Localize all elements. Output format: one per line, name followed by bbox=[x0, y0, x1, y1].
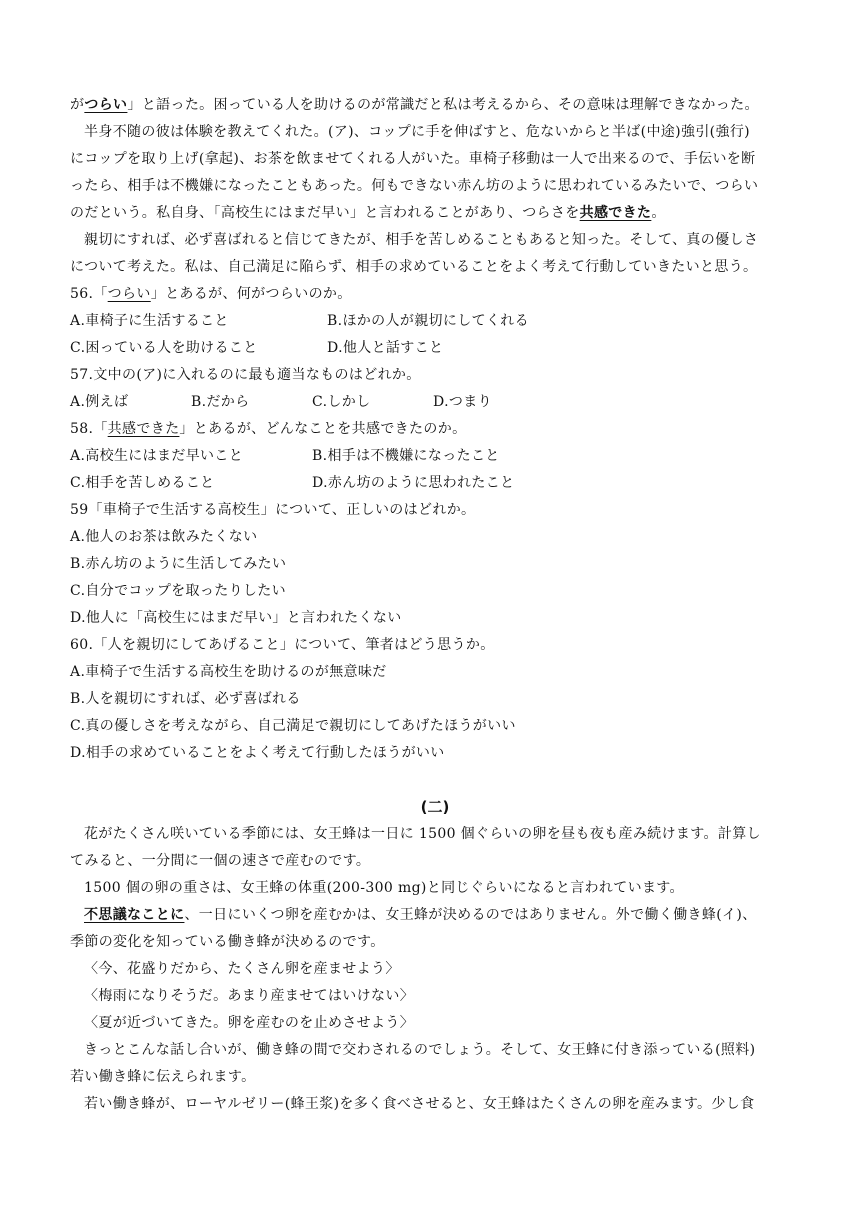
option-a: A.高校生にはまだ早いこと bbox=[70, 448, 244, 464]
passage-line: ったら、相手は不機嫌になったこともあった。何もできない赤ん坊のように思われているみたいで、つらい bbox=[70, 178, 759, 194]
text-span: 56.「 bbox=[70, 286, 108, 302]
passage-line bbox=[70, 92, 800, 119]
underlined-keyword: つらい bbox=[84, 97, 128, 113]
option-b: B.人を親切にすれば、必ず喜ばれる bbox=[70, 691, 301, 707]
passage-line: 花がたくさん咲いている季節には、女王蜂は一日に 1500 個ぐらいの卵を昼も夜も産み続けます。計算し bbox=[84, 826, 761, 842]
text-span: のだという。私自身、「高校生にはまだ早い」と言われることがあり、つらさを bbox=[70, 205, 580, 221]
option-d: D.つまり bbox=[433, 394, 492, 410]
options-row bbox=[70, 335, 800, 362]
passage-line: きっとこんな話し合いが、働き蜂の間で交わされるのでしょう。そして、女王蜂に付き添っている(照料) bbox=[84, 1042, 756, 1058]
passage-line: てみると、一分間に一個の速さで産むのです。 bbox=[70, 853, 371, 869]
passage-line: 1500 個の卵の重さは、女王蜂の体重(200-300 mg)と同じぐらいになると言われています。 bbox=[84, 880, 684, 896]
section-title: (二) bbox=[420, 798, 450, 816]
underlined-keyword: つらい bbox=[107, 286, 151, 302]
passage-line: について考えた。私は、自己満足に陥らず、相手の求めていることをよく考えて行動していきたいと思う。 bbox=[70, 259, 758, 275]
question-57: 57.文中の(ア)に入れるのに最も適当なものはどれか。 bbox=[70, 367, 421, 383]
option-c: C.困っている人を助けること bbox=[70, 340, 258, 356]
text-span: 」とあるが、どんなことを共感できたのか。 bbox=[179, 421, 467, 437]
passage-line: 若い働き蜂に伝えられます。 bbox=[70, 1069, 256, 1085]
option-d: D.他人に「高校生にはまだ早い」と言われたくない bbox=[70, 610, 402, 626]
question-59: 59「車椅子で生活する高校生」について、正しいのはどれか。 bbox=[70, 502, 476, 518]
dialogue-line: 〈今、花盛りだから、たくさん卵を産ませよう〉 bbox=[84, 961, 400, 977]
dialogue-line: 〈梅雨になりそうだ。あまり産ませてはいけない〉 bbox=[84, 988, 415, 1004]
underlined-keyword: 共感できた bbox=[107, 421, 180, 437]
passage-line: にコップを取り上げ(拿起)、お茶を飲ませてくれる人がいた。車椅子移動は一人で出来るので、手伝いを断 bbox=[70, 151, 756, 167]
option-a: A.車椅子に生活すること bbox=[70, 313, 229, 329]
option-b: B.相手は不機嫌になったこと bbox=[312, 448, 500, 464]
question-60: 60.「人を親切にしてあげること」について、筆者はどう思うか。 bbox=[70, 637, 495, 653]
question-56 bbox=[70, 281, 800, 308]
passage-line bbox=[70, 902, 800, 929]
passage-line: 若い働き蜂が、ローヤルゼリー(蜂王浆)を多く食べさせると、女王蜂はたくさんの卵を産みます。少し食 bbox=[84, 1096, 755, 1112]
option-c: C.相手を苦しめること bbox=[70, 475, 215, 491]
text-span: 」と語った。困っている人を助けるのが常識だと私は考えるから、その意味は理解できなかった。 bbox=[127, 97, 759, 113]
option-a: A.例えば bbox=[70, 394, 129, 410]
text-span: 、一日にいくつ卵を産むかは、女王蜂が決めるのではありません。外で働く働き蜂(イ)、 bbox=[184, 907, 757, 923]
question-58 bbox=[70, 416, 800, 443]
text-span: 。 bbox=[651, 205, 666, 221]
options-row bbox=[70, 443, 800, 470]
dialogue-line: 〈夏が近づいてきた。卵を産むのを止めさせよう〉 bbox=[84, 1015, 415, 1031]
underlined-keyword: 不思議なことに bbox=[84, 907, 185, 923]
option-c: C.真の優しさを考えながら、自己満足で親切にしてあげたほうがいい bbox=[70, 718, 516, 734]
passage-line: 親切にすれば、必ず喜ばれると信じてきたが、相手を苦しめることもあると知った。そして、真の優しさ bbox=[84, 232, 759, 248]
option-b: B.ほかの人が親切にしてくれる bbox=[327, 313, 529, 329]
passage-line bbox=[70, 200, 800, 227]
option-d: D.他人と話すこと bbox=[327, 340, 444, 356]
options-row bbox=[70, 470, 800, 497]
option-a: A.車椅子で生活する高校生を助けるのが無意味だ bbox=[70, 664, 387, 680]
option-b: B.赤ん坊のように生活してみたい bbox=[70, 556, 287, 572]
passage-line: 半身不随の彼は体験を教えてくれた。(ア)、コップに手を伸ばすと、危ないからと半ば(中途)強引(強行) bbox=[84, 124, 750, 140]
text-span: 」とあるが、何がつらいのか。 bbox=[150, 286, 352, 302]
options-row bbox=[70, 308, 800, 335]
text-span: 58.「 bbox=[70, 421, 108, 437]
option-a: A.他人のお茶は飲みたくない bbox=[70, 529, 258, 545]
document-page bbox=[70, 92, 800, 1118]
options-row bbox=[70, 389, 800, 416]
option-d: D.相手の求めていることをよく考えて行動したほうがいい bbox=[70, 745, 445, 761]
option-d: D.赤ん坊のように思われたこと bbox=[312, 475, 515, 491]
option-c: C.しかし bbox=[312, 394, 371, 410]
text-span: が bbox=[70, 97, 85, 113]
option-c: C.自分でコップを取ったりしたい bbox=[70, 583, 286, 599]
option-b: B.だから bbox=[191, 394, 250, 410]
underlined-keyword: 共感できた bbox=[579, 205, 652, 221]
passage-line: 季節の変化を知っている働き蜂が決めるのです。 bbox=[70, 934, 385, 950]
